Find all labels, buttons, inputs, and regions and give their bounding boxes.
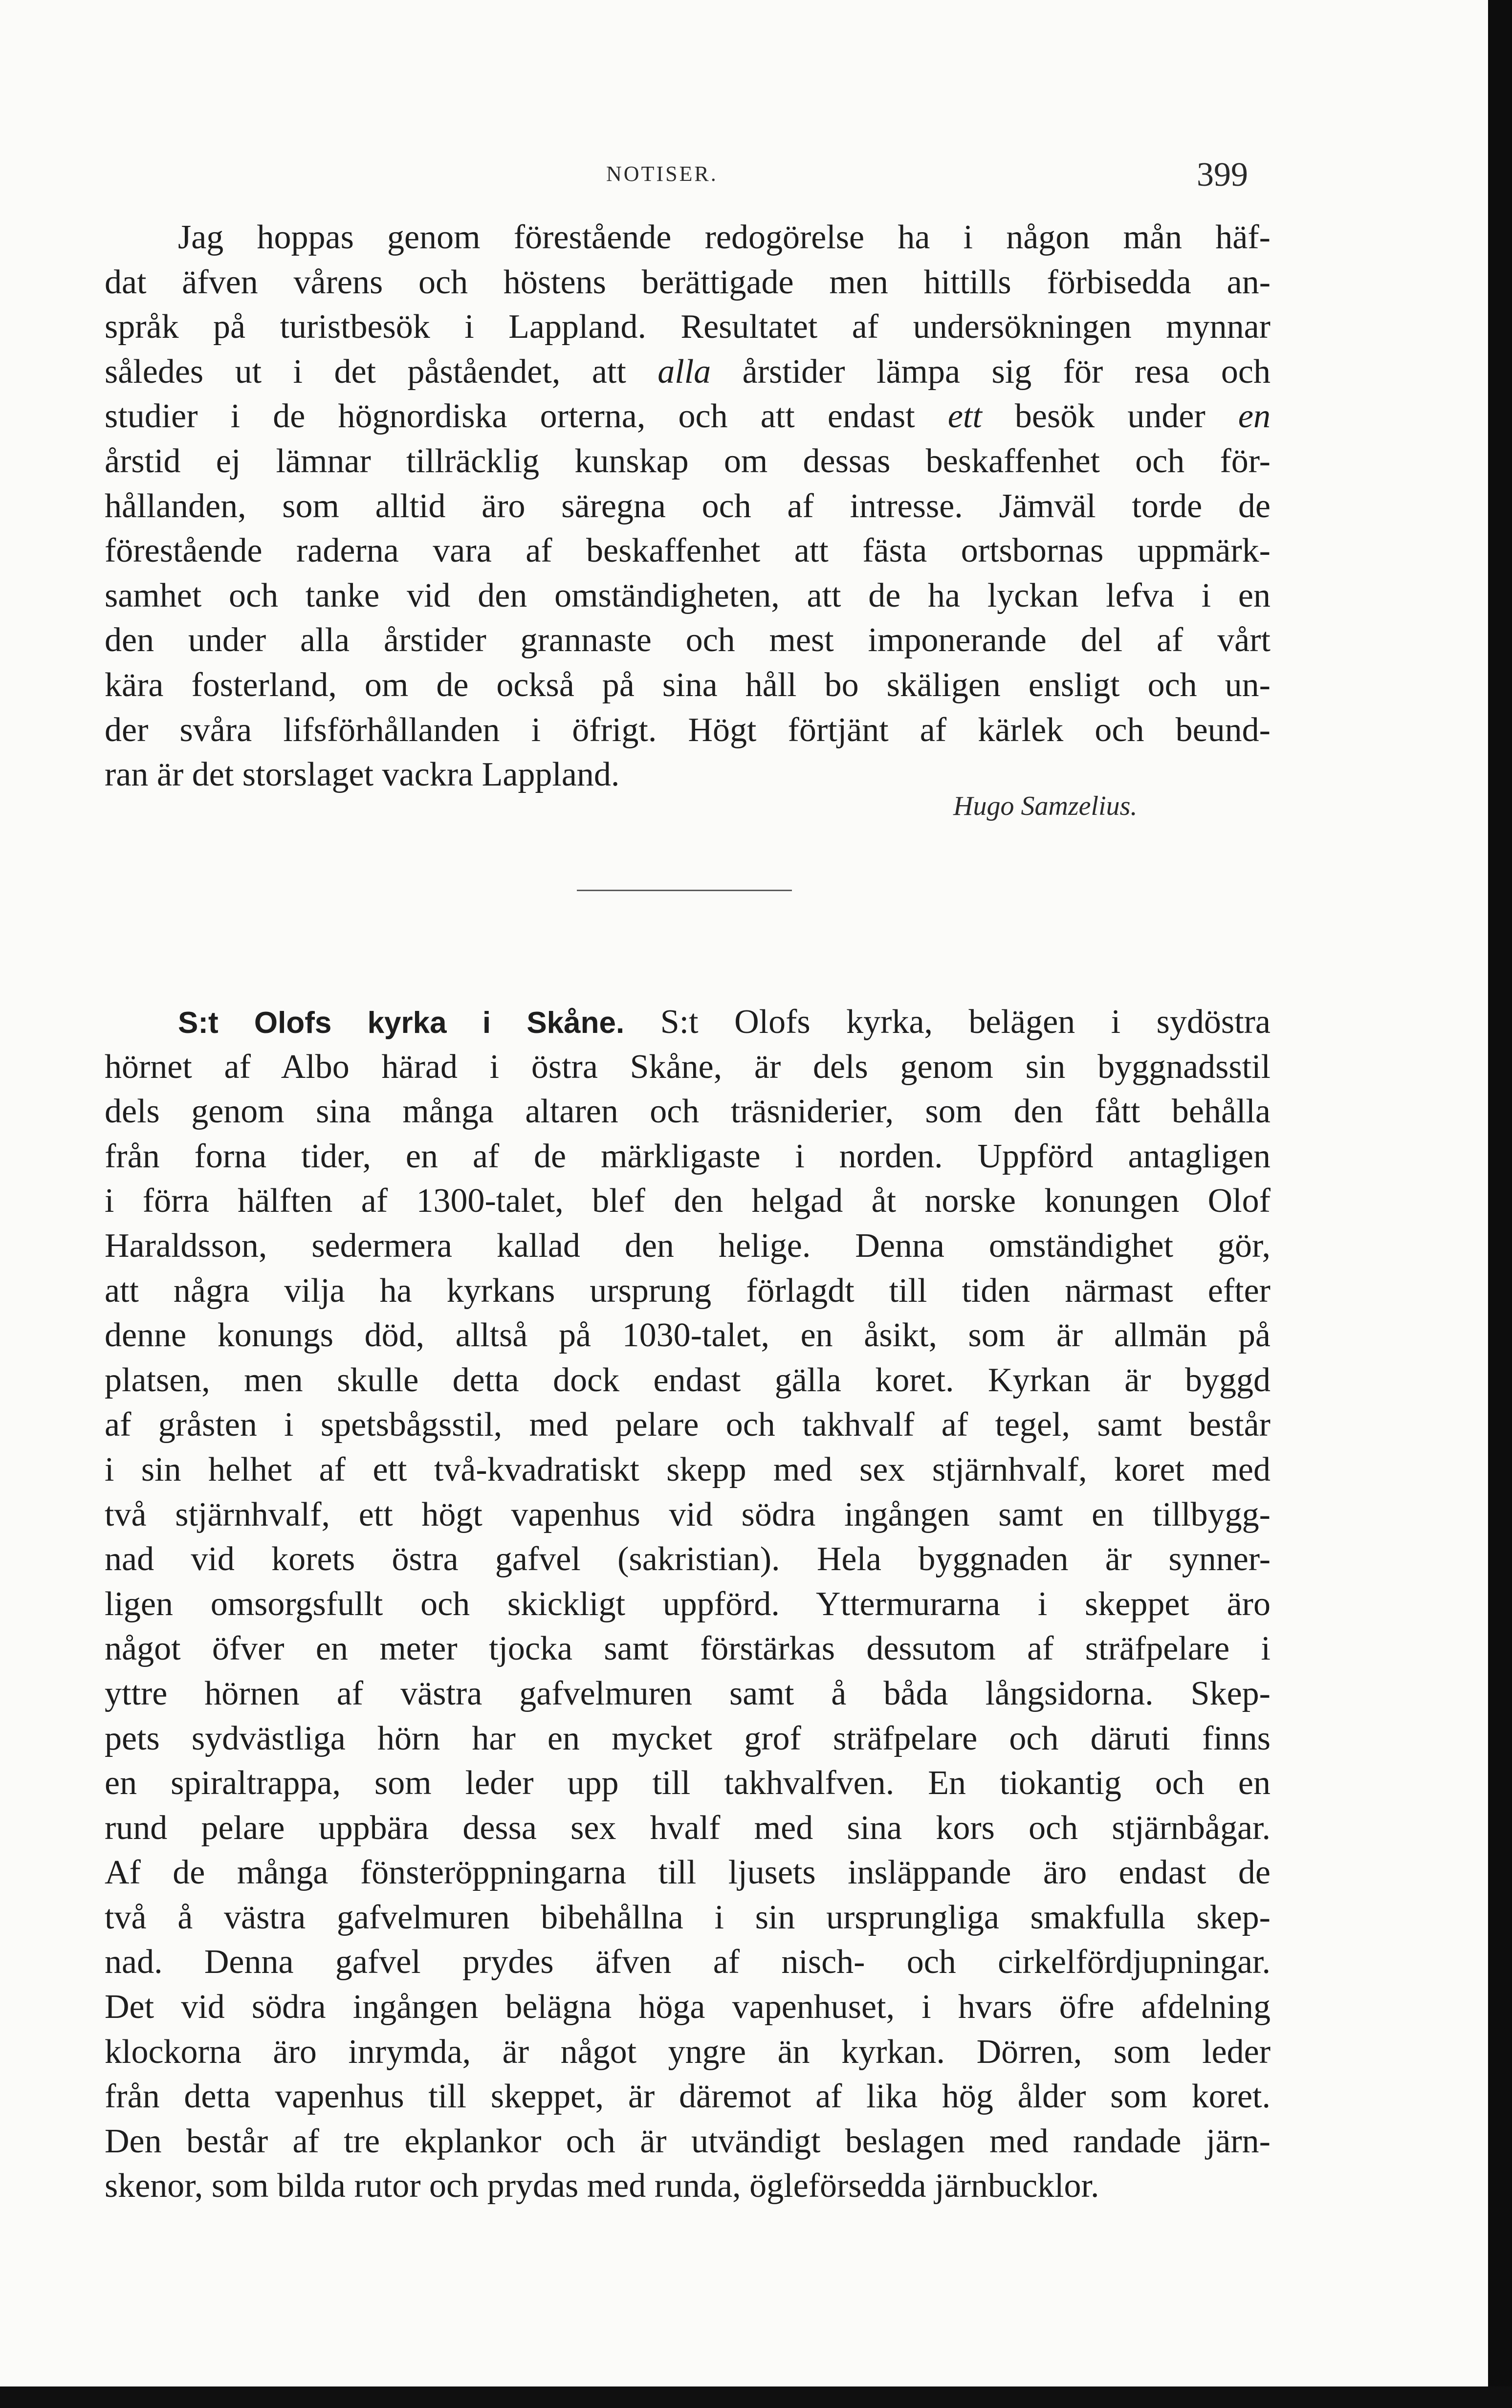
text-run: besök under bbox=[982, 397, 1238, 436]
text-line: dat äfven vårens och höstens berättigade men hittills förbisedda an- bbox=[105, 263, 1271, 301]
text-line: något öfver en meter tjocka samt förstärkas dessutom af sträfpelare i bbox=[105, 1630, 1271, 1668]
text-line: dels genom sina många altaren och träsniderier, som den fått behålla bbox=[105, 1093, 1271, 1131]
text-line: klockorna äro inrymda, är något yngre än kyrkan. Dörren, som leder bbox=[105, 2033, 1271, 2071]
emphasis-alla: alla bbox=[657, 352, 711, 391]
text-line: yttre hörnen af västra gafvelmuren samt å båda långsidorna. Skep- bbox=[105, 1674, 1271, 1712]
text-run: studier i de högnordiska orterna, och att endast bbox=[105, 397, 948, 436]
emphasis-en: en bbox=[1238, 397, 1271, 436]
text-line: två stjärnhvalf, ett högt vapenhus vid södra ingången samt en tillbygg- bbox=[105, 1495, 1271, 1533]
text-line: från detta vapenhus till skeppet, är däremot af lika hög ålder som koret. bbox=[105, 2078, 1271, 2116]
text-line: rund pelare uppbära dessa sex hvalf med sina kors och stjärnbågar. bbox=[105, 1809, 1271, 1847]
text-line: nad. Denna gafvel prydes äfven af nisch- och cirkelfördjupningar. bbox=[105, 1943, 1271, 1981]
scan-border-bottom bbox=[0, 2386, 1512, 2408]
page-number: 399 bbox=[1197, 156, 1248, 194]
text-line: skenor, som bilda rutor och prydas med runda, ögleförsedda järnbucklor. bbox=[105, 2167, 1099, 2205]
text-line: kära fosterland, om de också på sina håll bo skäligen ensligt och un- bbox=[105, 666, 1271, 704]
text-line: Den består af tre ekplankor och är utvändigt beslagen med randade järn- bbox=[105, 2122, 1271, 2160]
text-line: i sin helhet af ett två-kvadratiskt skepp med sex stjärnhvalf, koret med bbox=[105, 1450, 1271, 1489]
running-head: NOTISER. bbox=[606, 162, 718, 186]
section-divider bbox=[577, 890, 792, 891]
text-line: ran är det storslaget vackra Lappland. bbox=[105, 756, 620, 794]
author-signature: Hugo Samzelius. bbox=[953, 791, 1138, 821]
text-line: Jag hoppas genom förestående redogörelse ha i någon mån häf- bbox=[178, 219, 1271, 256]
text-line: der svåra lifsförhållanden i öfrigt. Högt förtjänt af kärlek och beund- bbox=[105, 711, 1271, 749]
text-line: denne konungs död, alltså på 1030-talet, en åsikt, som är allmän på bbox=[105, 1316, 1271, 1355]
text-line: en spiraltrappa, som leder upp till takhvalfven. En tiokantig och en bbox=[105, 1764, 1271, 1802]
article-1-body bbox=[105, 215, 1271, 797]
scan-border-right bbox=[1488, 0, 1512, 2408]
text-line: Af de många fönsteröppningarna till ljusets insläppande äro endast de bbox=[105, 1854, 1271, 1892]
section-heading: S:t Olofs kyrka i Skåne. bbox=[178, 1006, 625, 1040]
text-line: pets sydvästliga hörn har en mycket grof sträfpelare och däruti finns bbox=[105, 1719, 1271, 1757]
text-line: att några vilja ha kyrkans ursprung förlagdt till tiden närmast efter bbox=[105, 1271, 1271, 1310]
text-line: samhet och tanke vid den omständigheten, att de ha lyckan lefva i en bbox=[105, 576, 1271, 614]
text-line: från forna tider, en af de märkligaste i norden. Uppförd antagligen bbox=[105, 1137, 1271, 1175]
text-line: två å västra gafvelmuren bibehållna i sin ursprungliga smakfulla skep- bbox=[105, 1898, 1271, 1936]
text-line: hörnet af Albo härad i östra Skåne, är dels genom sin byggnadsstil bbox=[105, 1048, 1271, 1086]
text-line: ligen omsorgsfullt och skickligt uppförd. Yttermurarna i skeppet äro bbox=[105, 1585, 1271, 1623]
text-line: den under alla årstider grannaste och mest imponerande del af vårt bbox=[105, 621, 1271, 659]
text-line bbox=[105, 1000, 1271, 1045]
text-line bbox=[105, 394, 1271, 439]
text-line: Det vid södra ingången belägna höga vapenhuset, i hvars öfre afdelning bbox=[105, 1988, 1271, 2026]
emphasis-ett: ett bbox=[947, 397, 982, 436]
text-run: årstider lämpa sig för resa och bbox=[711, 352, 1271, 391]
text-line: platsen, men skulle detta dock endast gälla koret. Kyrkan är byggd bbox=[105, 1361, 1271, 1399]
text-line: förestående raderna vara af beskaffenhet att fästa ortsbornas uppmärk- bbox=[105, 532, 1271, 570]
text-line: språk på turistbesök i Lappland. Resultatet af undersökningen mynnar bbox=[105, 308, 1271, 346]
text-line: nad vid korets östra gafvel (sakristian). Hela byggnaden är synner- bbox=[105, 1540, 1271, 1578]
article-2-body bbox=[105, 1000, 1271, 2209]
text-line: hållanden, som alltid äro säregna och af intresse. Jämväl torde de bbox=[105, 487, 1271, 525]
text-run: således ut i det påståendet, att bbox=[105, 352, 658, 391]
text-line: Haraldsson, sedermera kallad den helige. Denna omständighet gör, bbox=[105, 1226, 1271, 1265]
text-line: af gråsten i spetsbågsstil, med pelare och takhvalf af tegel, samt består bbox=[105, 1406, 1271, 1444]
text-line: årstid ej lämnar tillräcklig kunskap om dessas beskaffenhet och för- bbox=[105, 442, 1271, 480]
text-run: S:t Olofs kyrka, belägen i sydöstra bbox=[624, 1003, 1271, 1041]
text-line: i förra hälften af 1300-talet, blef den helgad åt norske konungen Olof bbox=[105, 1182, 1271, 1220]
text-line bbox=[105, 350, 1271, 394]
